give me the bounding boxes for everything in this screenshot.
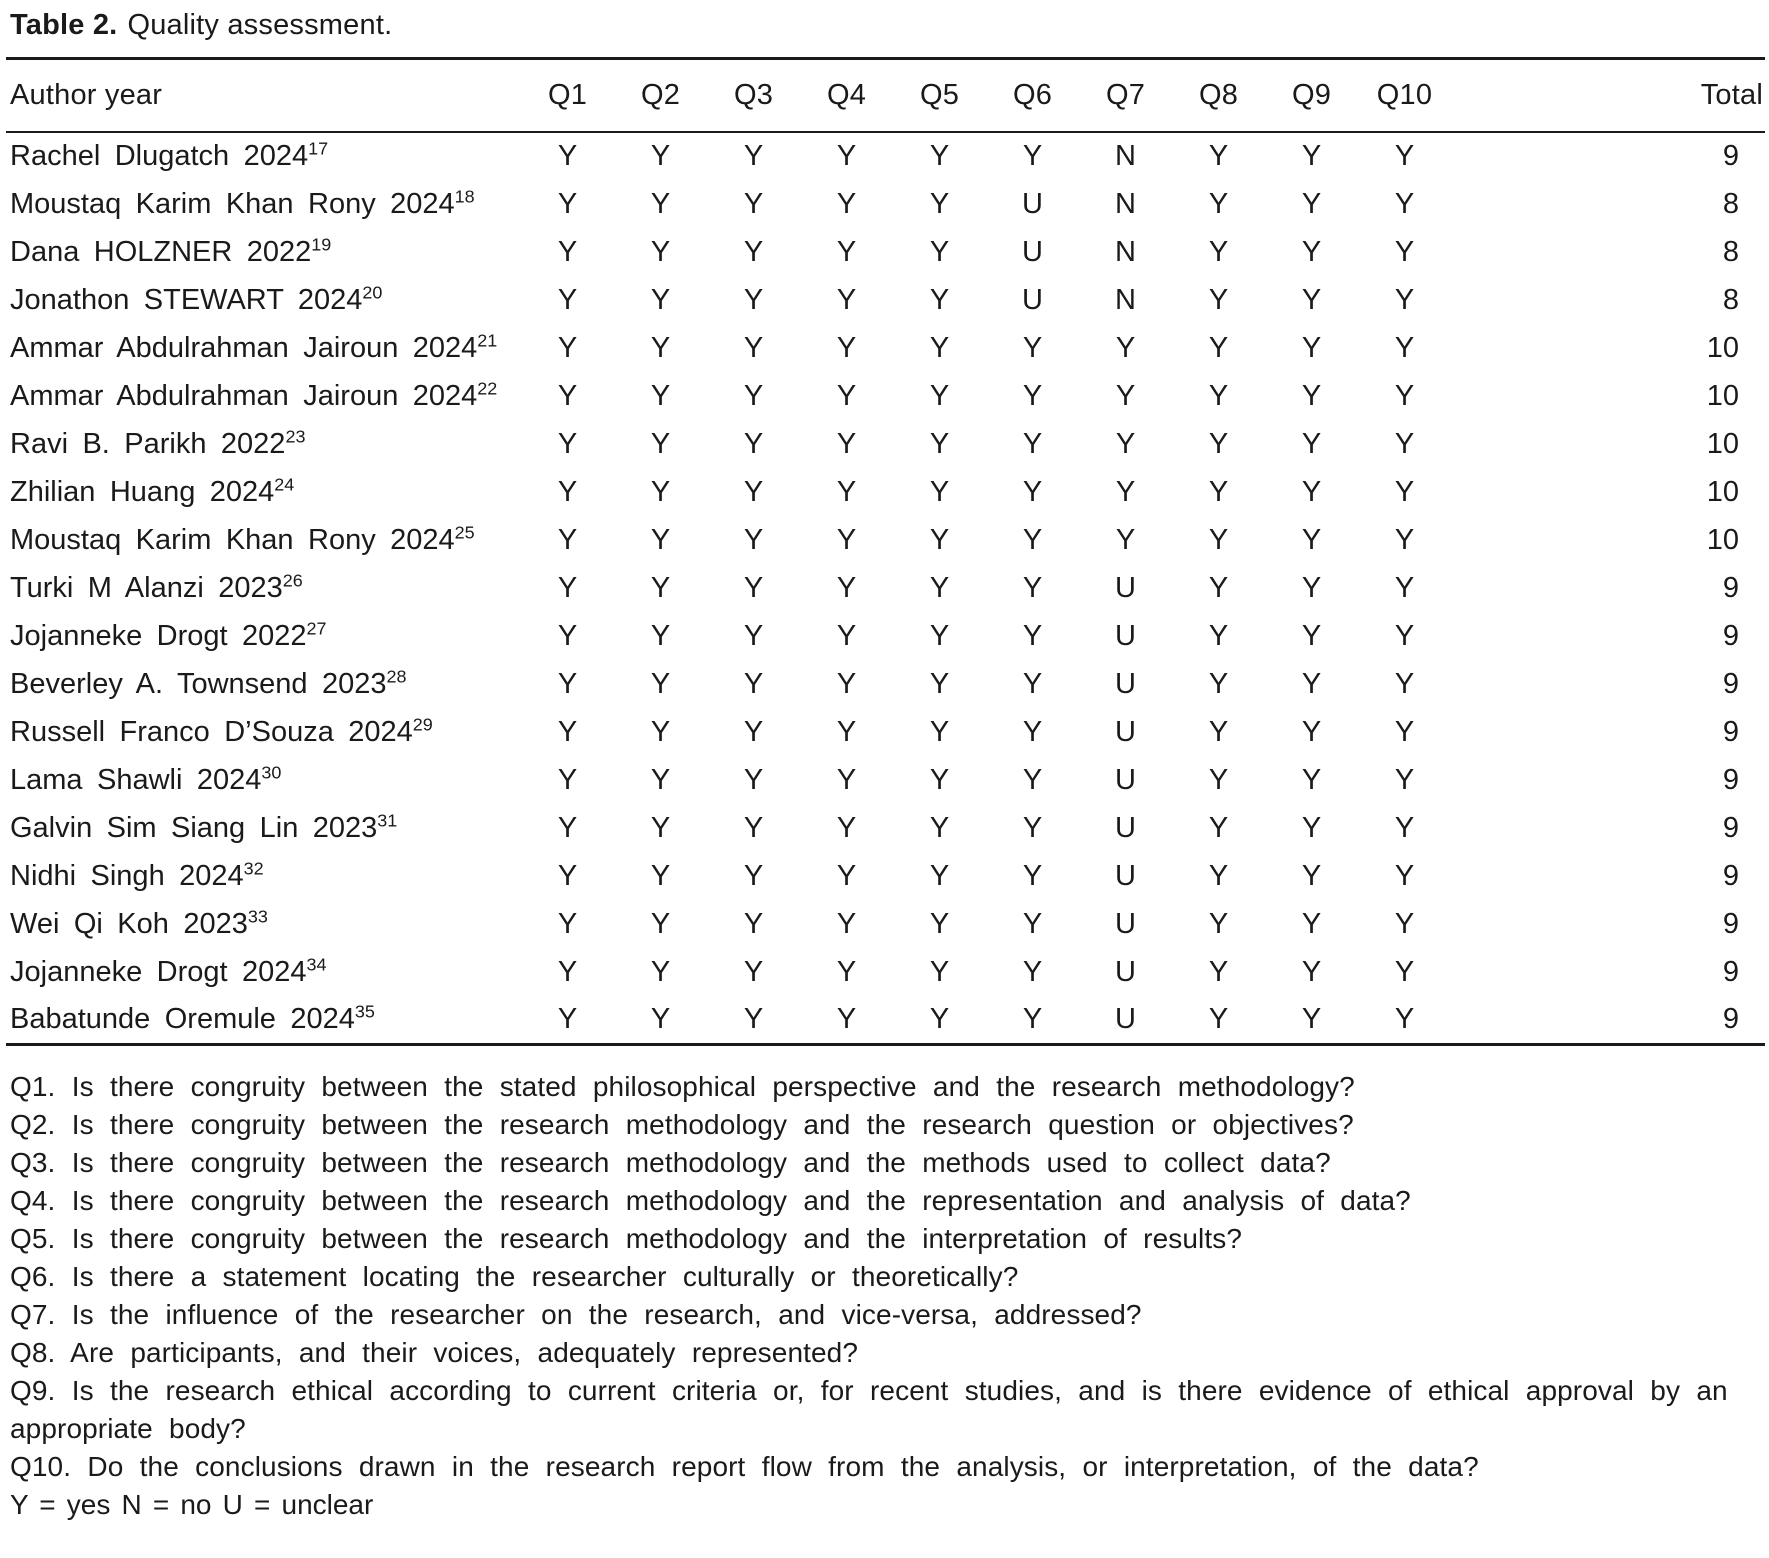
quality-value-cell: Y	[650, 811, 671, 844]
quality-value-cell: Y	[557, 667, 578, 700]
quality-value-cell: Y	[743, 1003, 764, 1036]
quality-value-cell: Y	[650, 140, 671, 173]
author-year-cell: Wei Qi Koh 2023$^{33}$	[10, 906, 268, 940]
author-year-cell: Jojanneke Drogt 2022$^{27}$	[10, 618, 327, 652]
quality-value-cell: Y	[1208, 187, 1229, 220]
author-year-cell: Zhilian Huang 2024$^{24}$	[10, 474, 295, 508]
quality-value-cell: U	[1115, 859, 1136, 892]
quality-value-cell: Y	[650, 955, 671, 988]
quality-value-cell: Y	[1301, 715, 1322, 748]
quality-value-cell: Y	[1208, 475, 1229, 508]
quality-value-cell: Y	[650, 235, 671, 268]
reference-superscript: 35	[354, 1001, 375, 1022]
quality-value-cell: Y	[1301, 667, 1322, 700]
quality-value-cell: Y	[836, 955, 857, 988]
reference-superscript: 30	[261, 762, 282, 783]
total-cell: 10	[1706, 379, 1739, 412]
table-row	[6, 276, 1765, 324]
quality-value-cell: Y	[1394, 811, 1415, 844]
quality-value-cell: Y	[1394, 667, 1415, 700]
column-header-q3: Q3	[707, 58, 800, 132]
quality-value-cell: Y	[1022, 715, 1043, 748]
column-header-q2: Q2	[614, 58, 707, 132]
table-row	[6, 948, 1765, 996]
quality-value-cell: Y	[557, 379, 578, 412]
quality-value-cell: Y	[1394, 571, 1415, 604]
quality-value-cell: Y	[1208, 619, 1229, 652]
total-cell: 9	[1722, 619, 1739, 652]
quality-value-cell: Y	[650, 427, 671, 460]
quality-value-cell: U	[1115, 619, 1136, 652]
total-cell: 9	[1722, 715, 1739, 748]
table-row	[6, 900, 1765, 948]
reference-superscript: 27	[306, 618, 327, 639]
quality-value-cell: Y	[557, 283, 578, 316]
quality-value-cell: Y	[557, 187, 578, 220]
total-cell: 8	[1722, 187, 1739, 220]
quality-value-cell: Y	[557, 619, 578, 652]
quality-value-cell: N	[1115, 235, 1136, 268]
quality-value-cell: Y	[929, 955, 950, 988]
quality-value-cell: Y	[1394, 187, 1415, 220]
reference-superscript: 32	[243, 858, 264, 879]
quality-value-cell: Y	[929, 1003, 950, 1036]
quality-value-cell: Y	[929, 523, 950, 556]
reference-superscript: 24	[274, 474, 295, 495]
quality-value-cell: Y	[557, 1003, 578, 1036]
quality-value-cell: Y	[836, 859, 857, 892]
column-header-q9: Q9	[1265, 58, 1358, 132]
quality-value-cell: Y	[650, 763, 671, 796]
quality-value-cell: Y	[743, 235, 764, 268]
author-year-cell: Beverley A. Townsend 2023$^{28}$	[10, 666, 407, 700]
quality-value-cell: U	[1115, 811, 1136, 844]
column-header-q5: Q5	[893, 58, 986, 132]
quality-value-cell: Y	[1022, 379, 1043, 412]
quality-value-cell: Y	[1394, 475, 1415, 508]
quality-value-cell: Y	[743, 619, 764, 652]
quality-value-cell: Y	[1301, 859, 1322, 892]
quality-value-cell: Y	[836, 331, 857, 364]
quality-value-cell: Y	[557, 763, 578, 796]
quality-value-cell: Y	[1208, 427, 1229, 460]
table-row	[6, 804, 1765, 852]
quality-value-cell: Y	[836, 619, 857, 652]
quality-value-cell: Y	[650, 571, 671, 604]
quality-value-cell: Y	[557, 331, 578, 364]
quality-value-cell: Y	[650, 523, 671, 556]
quality-value-cell: Y	[836, 667, 857, 700]
quality-value-cell: Y	[1208, 379, 1229, 412]
quality-value-cell: Y	[1301, 140, 1322, 173]
quality-value-cell: Y	[1301, 379, 1322, 412]
reference-superscript: 31	[377, 810, 398, 831]
reference-superscript: 28	[386, 666, 407, 687]
quality-value-cell: Y	[557, 571, 578, 604]
reference-superscript: 18	[454, 186, 475, 207]
table-row	[6, 612, 1765, 660]
quality-value-cell: Y	[1301, 763, 1322, 796]
quality-value-cell: U	[1115, 667, 1136, 700]
author-year-cell: Russell Franco D’Souza 2024$^{29}$	[10, 714, 433, 748]
footnote-line: Q4. Is there congruity between the research methodology and the representation and analysis of data?	[10, 1184, 1411, 1216]
quality-value-cell: Y	[1022, 427, 1043, 460]
quality-value-cell: Y	[1208, 763, 1229, 796]
quality-value-cell: Y	[929, 187, 950, 220]
column-header-q4: Q4	[800, 58, 893, 132]
quality-value-cell: Y	[836, 187, 857, 220]
quality-value-cell: Y	[1301, 523, 1322, 556]
column-header-total: Total	[1451, 58, 1765, 132]
quality-value-cell: U	[1115, 955, 1136, 988]
quality-value-cell: Y	[836, 283, 857, 316]
table-row	[6, 852, 1765, 900]
quality-value-cell: Y	[1022, 763, 1043, 796]
quality-value-cell: Y	[1301, 907, 1322, 940]
quality-value-cell: Y	[557, 475, 578, 508]
total-cell: 9	[1722, 811, 1739, 844]
quality-value-cell: Y	[557, 427, 578, 460]
quality-value-cell: Y	[743, 763, 764, 796]
author-year-cell: Lama Shawli 2024$^{30}$	[10, 762, 282, 796]
author-year-cell: Moustaq Karim Khan Rony 2024$^{18}$	[10, 186, 475, 220]
quality-value-cell: Y	[836, 1003, 857, 1036]
quality-value-cell: Y	[1208, 811, 1229, 844]
column-header-q10: Q10	[1358, 58, 1451, 132]
total-cell: 9	[1722, 859, 1739, 892]
quality-value-cell: Y	[1301, 331, 1322, 364]
footnote-line: Q2. Is there congruity between the research methodology and the research question or objectives?	[10, 1108, 1354, 1140]
quality-value-cell: Y	[929, 235, 950, 268]
quality-value-cell: Y	[650, 331, 671, 364]
quality-value-cell: Y	[1208, 667, 1229, 700]
quality-value-cell: U	[1115, 763, 1136, 796]
table-caption: Quality assessment.	[127, 9, 393, 41]
column-header-q1: Q1	[521, 58, 614, 132]
quality-value-cell: Y	[1022, 475, 1043, 508]
quality-value-cell: Y	[650, 187, 671, 220]
quality-value-cell: Y	[650, 859, 671, 892]
quality-value-cell: Y	[1022, 811, 1043, 844]
quality-value-cell: U	[1115, 571, 1136, 604]
quality-value-cell: Y	[1208, 715, 1229, 748]
author-year-cell: Jojanneke Drogt 2024$^{34}$	[10, 954, 327, 988]
footnote-line: Q1. Is there congruity between the stated philosophical perspective and the research methodology?	[10, 1070, 1355, 1102]
quality-value-cell: Y	[1022, 571, 1043, 604]
quality-value-cell: Y	[836, 523, 857, 556]
quality-value-cell: Y	[1394, 283, 1415, 316]
total-cell: 9	[1722, 763, 1739, 796]
quality-value-cell: Y	[836, 379, 857, 412]
quality-value-cell: Y	[1208, 955, 1229, 988]
total-cell: 9	[1722, 667, 1739, 700]
footnote-line: Q9. Is the research ethical according to current criteria or, for recent studies, and is there evidence of ethical approval by an appropriate body?	[10, 1374, 1728, 1444]
quality-value-cell: Y	[1301, 283, 1322, 316]
quality-value-cell: Y	[929, 331, 950, 364]
quality-value-cell: N	[1115, 140, 1136, 173]
quality-value-cell: N	[1115, 187, 1136, 220]
table-row	[6, 372, 1765, 420]
table-row	[6, 324, 1765, 372]
table-row	[6, 180, 1765, 228]
quality-value-cell: Y	[1301, 427, 1322, 460]
quality-value-cell: Y	[743, 331, 764, 364]
table-row	[6, 468, 1765, 516]
quality-value-cell: Y	[1394, 859, 1415, 892]
quality-value-cell: Y	[743, 811, 764, 844]
quality-value-cell: Y	[929, 475, 950, 508]
total-cell: 9	[1722, 571, 1739, 604]
quality-value-cell: Y	[836, 763, 857, 796]
table-row	[6, 228, 1765, 276]
reference-superscript: 26	[282, 570, 303, 591]
quality-value-cell: U	[1115, 715, 1136, 748]
reference-superscript: 23	[285, 426, 306, 447]
quality-value-cell: Y	[1394, 907, 1415, 940]
quality-value-cell: Y	[929, 140, 950, 173]
quality-value-cell: Y	[1022, 1003, 1043, 1036]
quality-value-cell: Y	[1394, 619, 1415, 652]
quality-value-cell: Y	[743, 379, 764, 412]
author-year-cell: Ravi B. Parikh 2022$^{23}$	[10, 426, 306, 460]
quality-value-cell: Y	[836, 427, 857, 460]
quality-value-cell: Y	[650, 715, 671, 748]
table-row	[6, 420, 1765, 468]
quality-value-cell: Y	[1301, 955, 1322, 988]
quality-value-cell: Y	[929, 427, 950, 460]
quality-value-cell: Y	[1394, 331, 1415, 364]
footnote-line: Q10. Do the conclusions drawn in the research report flow from the analysis, or interpretation, of the data?	[10, 1450, 1479, 1482]
quality-value-cell: Y	[743, 667, 764, 700]
author-year-cell: Moustaq Karim Khan Rony 2024$^{25}$	[10, 522, 475, 556]
quality-value-cell: Y	[929, 859, 950, 892]
quality-value-cell: Y	[1394, 955, 1415, 988]
quality-value-cell: Y	[929, 763, 950, 796]
quality-value-cell: Y	[743, 427, 764, 460]
quality-value-cell: Y	[836, 475, 857, 508]
quality-value-cell: Y	[557, 715, 578, 748]
quality-value-cell: Y	[743, 859, 764, 892]
quality-value-cell: Y	[650, 283, 671, 316]
quality-value-cell: Y	[1301, 619, 1322, 652]
quality-value-cell: Y	[1394, 379, 1415, 412]
reference-superscript: 33	[247, 906, 268, 927]
quality-value-cell: Y	[1208, 283, 1229, 316]
quality-value-cell: Y	[836, 715, 857, 748]
quality-value-cell: Y	[1115, 475, 1136, 508]
quality-value-cell: Y	[557, 235, 578, 268]
legend-line: Y = yes N = no U = unclear	[10, 1488, 374, 1520]
quality-value-cell: Y	[743, 955, 764, 988]
quality-value-cell: Y	[1301, 475, 1322, 508]
quality-value-cell: Y	[1301, 1003, 1322, 1036]
quality-value-cell: Y	[743, 523, 764, 556]
quality-value-cell: Y	[1022, 955, 1043, 988]
total-cell: 9	[1722, 1003, 1739, 1036]
reference-superscript: 22	[477, 378, 498, 399]
quality-value-cell: Y	[836, 811, 857, 844]
footnote-line: Q5. Is there congruity between the research methodology and the interpretation of results?	[10, 1222, 1243, 1254]
table-row	[6, 660, 1765, 708]
quality-value-cell: Y	[1022, 331, 1043, 364]
total-cell: 9	[1722, 140, 1739, 173]
quality-value-cell: Y	[650, 1003, 671, 1036]
quality-value-cell: Y	[1208, 235, 1229, 268]
author-year-cell: Babatunde Oremule 2024$^{35}$	[10, 1001, 375, 1036]
footnotes	[6, 1068, 1765, 1486]
quality-value-cell: U	[1022, 187, 1043, 220]
quality-value-cell: Y	[650, 379, 671, 412]
quality-value-cell: Y	[1208, 859, 1229, 892]
quality-value-cell: Y	[557, 140, 578, 173]
quality-value-cell: Y	[1208, 907, 1229, 940]
quality-value-cell: Y	[929, 907, 950, 940]
quality-value-cell: Y	[743, 283, 764, 316]
reference-superscript: 29	[412, 714, 433, 735]
quality-value-cell: Y	[1301, 235, 1322, 268]
table-row	[6, 708, 1765, 756]
author-year-cell: Nidhi Singh 2024$^{32}$	[10, 858, 264, 892]
quality-value-cell: Y	[1208, 523, 1229, 556]
quality-value-cell: Y	[1394, 1003, 1415, 1036]
quality-value-cell: Y	[929, 667, 950, 700]
reference-superscript: 21	[477, 330, 498, 351]
quality-value-cell: Y	[1394, 235, 1415, 268]
quality-value-cell: Y	[557, 523, 578, 556]
author-year-cell: Jonathon STEWART 2024$^{20}$	[10, 282, 383, 316]
quality-value-cell: Y	[1022, 619, 1043, 652]
quality-value-cell: Y	[743, 907, 764, 940]
quality-value-cell: Y	[557, 859, 578, 892]
quality-value-cell: Y	[929, 571, 950, 604]
table-row	[6, 564, 1765, 612]
quality-value-cell: Y	[1208, 140, 1229, 173]
quality-value-cell: Y	[1301, 811, 1322, 844]
quality-value-cell: Y	[557, 955, 578, 988]
column-header-q8: Q8	[1172, 58, 1265, 132]
quality-value-cell: Y	[1022, 859, 1043, 892]
quality-value-cell: Y	[929, 619, 950, 652]
quality-value-cell: Y	[836, 571, 857, 604]
quality-value-cell: Y	[1208, 1003, 1229, 1036]
quality-value-cell: Y	[929, 715, 950, 748]
quality-value-cell: Y	[1208, 331, 1229, 364]
quality-value-cell: Y	[557, 907, 578, 940]
quality-value-cell: Y	[1022, 140, 1043, 173]
quality-value-cell: U	[1022, 235, 1043, 268]
quality-value-cell: Y	[557, 811, 578, 844]
footnote-line: Q8. Are participants, and their voices, adequately represented?	[10, 1336, 859, 1368]
author-year-cell: Ammar Abdulrahman Jairoun 2024$^{21}$	[10, 330, 498, 364]
column-header-q7: Q7	[1079, 58, 1172, 132]
quality-value-cell: Y	[743, 715, 764, 748]
table-row	[6, 996, 1765, 1044]
quality-value-cell: Y	[650, 619, 671, 652]
footnote-line: Q3. Is there congruity between the research methodology and the methods used to collect data?	[10, 1146, 1331, 1178]
quality-value-cell: Y	[743, 475, 764, 508]
quality-value-cell: Y	[1301, 187, 1322, 220]
table-title	[6, 8, 1765, 43]
quality-value-cell: Y	[1115, 379, 1136, 412]
column-header-author-year: Author year	[6, 58, 521, 132]
quality-value-cell: Y	[743, 140, 764, 173]
quality-value-cell: Y	[929, 283, 950, 316]
quality-value-cell: Y	[650, 907, 671, 940]
quality-value-cell: Y	[650, 667, 671, 700]
total-cell: 10	[1706, 523, 1739, 556]
table-row	[6, 756, 1765, 804]
quality-value-cell: U	[1022, 283, 1043, 316]
total-cell: 10	[1706, 331, 1739, 364]
quality-value-cell: Y	[1022, 667, 1043, 700]
quality-value-cell: Y	[1301, 571, 1322, 604]
quality-value-cell: Y	[836, 140, 857, 173]
author-year-cell: Galvin Sim Siang Lin 2023$^{31}$	[10, 810, 398, 844]
reference-superscript: 20	[362, 282, 383, 303]
quality-value-cell: Y	[1394, 523, 1415, 556]
author-year-cell: Turki M Alanzi 2023$^{26}$	[10, 570, 303, 604]
reference-superscript: 34	[306, 954, 327, 975]
table-row	[6, 132, 1765, 180]
quality-value-cell: Y	[1394, 715, 1415, 748]
total-cell: 9	[1722, 907, 1739, 940]
reference-superscript: 25	[454, 522, 475, 543]
footnote-line: Q7. Is the influence of the researcher on the research, and vice-versa, addressed?	[10, 1298, 1142, 1330]
quality-value-cell: Y	[1115, 331, 1136, 364]
reference-superscript: 17	[308, 138, 329, 159]
footnote-line: Q6. Is there a statement locating the researcher culturally or theoretically?	[10, 1260, 1019, 1292]
quality-value-cell: Y	[1394, 763, 1415, 796]
quality-value-cell: Y	[836, 235, 857, 268]
total-cell: 10	[1706, 475, 1739, 508]
table-header-row	[6, 58, 1765, 132]
quality-value-cell: U	[1115, 907, 1136, 940]
quality-value-cell: Y	[1394, 140, 1415, 173]
table-body	[6, 132, 1765, 1044]
quality-value-cell: Y	[1208, 571, 1229, 604]
quality-value-cell: Y	[1022, 907, 1043, 940]
quality-assessment-table	[6, 57, 1765, 1046]
column-header-q6: Q6	[986, 58, 1079, 132]
quality-value-cell: Y	[1394, 427, 1415, 460]
total-cell: 8	[1722, 283, 1739, 316]
quality-value-cell: Y	[743, 571, 764, 604]
table-number-label: Table 2.	[10, 9, 118, 41]
quality-value-cell: N	[1115, 283, 1136, 316]
quality-value-cell: Y	[743, 187, 764, 220]
quality-value-cell: Y	[929, 379, 950, 412]
quality-value-cell: Y	[650, 475, 671, 508]
author-year-cell: Rachel Dlugatch 2024$^{17}$	[10, 138, 329, 173]
total-cell: 10	[1706, 427, 1739, 460]
total-cell: 9	[1722, 955, 1739, 988]
quality-value-cell: Y	[929, 811, 950, 844]
table-row	[6, 516, 1765, 564]
table-head	[6, 58, 1765, 132]
reference-superscript: 19	[311, 234, 332, 255]
quality-value-cell: Y	[1022, 523, 1043, 556]
quality-value-cell: Y	[1115, 427, 1136, 460]
quality-value-cell: U	[1115, 1003, 1136, 1036]
author-year-cell: Dana HOLZNER 2022$^{19}$	[10, 234, 332, 268]
total-cell: 8	[1722, 235, 1739, 268]
quality-value-cell: Y	[1115, 523, 1136, 556]
author-year-cell: Ammar Abdulrahman Jairoun 2024$^{22}$	[10, 378, 498, 412]
quality-value-cell: Y	[836, 907, 857, 940]
